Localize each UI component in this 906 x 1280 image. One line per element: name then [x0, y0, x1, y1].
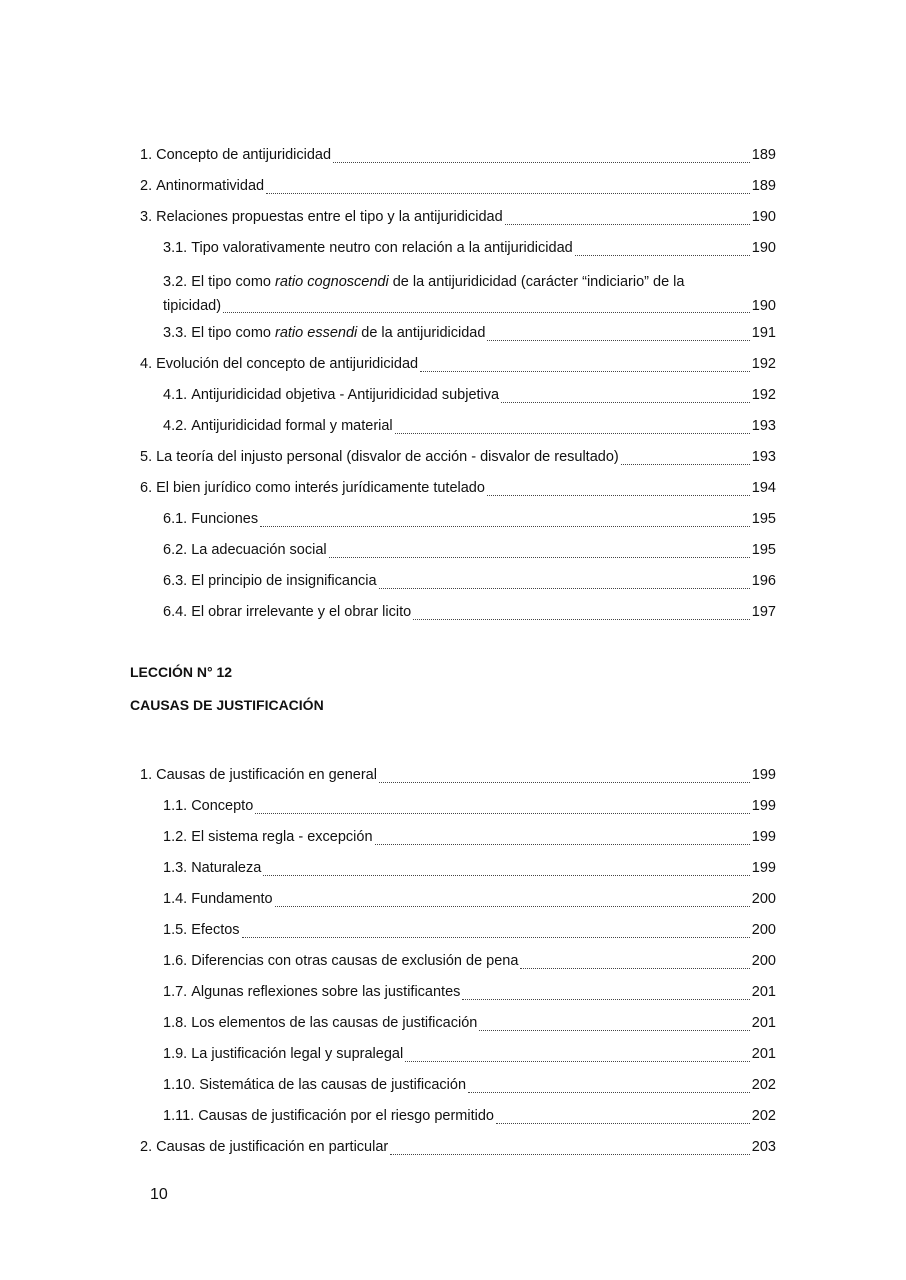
dot-leader — [487, 494, 750, 496]
toc-entry-line — [163, 294, 776, 318]
dot-leader — [487, 339, 749, 341]
toc-entry-number: 1.4. — [163, 891, 188, 907]
dot-leader — [501, 401, 750, 403]
toc-entry-title: Antinormatividad — [156, 178, 265, 194]
toc-subentry[interactable] — [163, 946, 776, 977]
toc-subentry[interactable] — [163, 1070, 776, 1101]
toc-subentry[interactable] — [163, 884, 776, 915]
toc-entry-page: 190 — [751, 240, 776, 256]
toc-entry-page: 199 — [751, 767, 776, 783]
dot-leader — [379, 587, 750, 589]
toc-entry-title: Los elementos de las causas de justificación — [191, 1015, 478, 1031]
toc-entry-line — [163, 264, 776, 294]
toc-entry-page: 189 — [751, 147, 776, 163]
toc-entry[interactable] — [140, 442, 776, 473]
toc-entry-page: 192 — [751, 387, 776, 403]
toc-entry-page: 193 — [751, 418, 776, 434]
toc-entry[interactable] — [140, 171, 776, 202]
toc-subentry[interactable] — [163, 1039, 776, 1070]
toc-entry-number: 1.9. — [163, 1046, 188, 1062]
toc-entry-number: 6.2. — [163, 542, 188, 558]
dot-leader — [479, 1029, 749, 1031]
toc-subentry[interactable] — [163, 504, 776, 535]
toc-entry[interactable] — [140, 473, 776, 504]
toc-entry-title-end: de la antijuridicidad — [357, 325, 486, 341]
toc-entry-title: Causas de justificación en particular — [156, 1139, 389, 1155]
toc-subentry[interactable] — [163, 915, 776, 946]
toc-entry-number: 2. — [140, 1139, 153, 1155]
toc-entry-title: El principio de insignificancia — [191, 573, 377, 589]
dot-leader — [496, 1122, 750, 1124]
toc-subentry[interactable] — [163, 411, 776, 442]
dot-leader — [420, 370, 750, 372]
toc-entry-title: Antijuridicidad objetiva - Antijuridicidad subjetiva — [191, 387, 500, 403]
toc-subentry[interactable] — [163, 791, 776, 822]
toc-entry-page: 199 — [751, 829, 776, 845]
toc-entry-number: 1.1. — [163, 798, 188, 814]
toc-subentry[interactable] — [163, 822, 776, 853]
toc-entry-number: 6.4. — [163, 604, 188, 620]
toc-entry-title: El bien jurídico como interés jurídicamente tutelado — [156, 480, 485, 496]
toc-entry-number: 3. — [140, 209, 153, 225]
toc-entry-page: 195 — [751, 511, 776, 527]
toc-entry-title — [191, 318, 485, 349]
dot-leader — [390, 1153, 750, 1155]
toc-entry-title: Funciones — [191, 511, 259, 527]
toc-entry-page: 200 — [751, 891, 776, 907]
toc-entry[interactable] — [140, 140, 776, 171]
dot-leader — [520, 967, 749, 969]
toc-entry-number: 1.2. — [163, 829, 188, 845]
toc-entry-page: 200 — [751, 922, 776, 938]
toc-entry-page: 193 — [751, 449, 776, 465]
dot-leader — [255, 812, 750, 814]
toc-subentry[interactable] — [163, 264, 776, 318]
toc-entry-number: 3.1. — [163, 240, 188, 256]
toc-entry-page: 191 — [751, 325, 776, 341]
toc-entry-number: 6.1. — [163, 511, 188, 527]
dot-leader — [375, 843, 750, 845]
toc-subentry[interactable] — [163, 233, 776, 264]
toc-entry-title: Concepto — [191, 798, 254, 814]
dot-leader — [621, 463, 750, 465]
toc-entry-page: 195 — [751, 542, 776, 558]
dot-leader — [505, 223, 750, 225]
toc-entry-title: El obrar irrelevante y el obrar licito — [191, 604, 412, 620]
toc-entry-title: Antijuridicidad formal y material — [191, 418, 393, 434]
toc-entry-title: Fundamento — [191, 891, 273, 907]
toc-entry-number: 1.7. — [163, 984, 188, 1000]
toc-entry-page: 201 — [751, 984, 776, 1000]
dot-leader — [223, 311, 750, 313]
toc-entry-number: 2. — [140, 178, 153, 194]
lesson-number-heading: LECCIÓN N° 12 — [130, 664, 233, 680]
toc-subentry[interactable] — [163, 853, 776, 884]
dot-leader — [462, 998, 749, 1000]
toc-entry-number: 5. — [140, 449, 153, 465]
toc-subentry[interactable] — [163, 977, 776, 1008]
dot-leader — [275, 905, 750, 907]
toc-entry-title-end: de la antijuridicidad (carácter “indiciario” de la — [388, 274, 685, 290]
toc-entry-number: 6. — [140, 480, 153, 496]
toc-entry-page: 190 — [751, 298, 776, 314]
toc-entry[interactable] — [140, 349, 776, 380]
toc-entry-number: 4.1. — [163, 387, 188, 403]
toc-entry-page: 202 — [751, 1108, 776, 1124]
toc-entry-page: 196 — [751, 573, 776, 589]
dot-leader — [263, 874, 749, 876]
toc-entry-title: Relaciones propuestas entre el tipo y la antijuridicidad — [156, 209, 503, 225]
dot-leader — [242, 936, 750, 938]
toc-entry-page: 192 — [751, 356, 776, 372]
lesson-title-heading: CAUSAS DE JUSTIFICACIÓN — [130, 697, 324, 713]
dot-leader — [266, 192, 750, 194]
toc-entry-number: 6.3. — [163, 573, 188, 589]
toc-entry-title-italic: ratio essendi — [275, 325, 358, 341]
toc-entry-title-start: El tipo como — [191, 325, 276, 341]
dot-leader — [395, 432, 750, 434]
toc-entry-page: 201 — [751, 1015, 776, 1031]
toc-entry-number: 1.6. — [163, 953, 188, 969]
toc-entry-title: Causas de justificación por el riesgo permitido — [198, 1108, 494, 1124]
toc-entry-number: 1.3. — [163, 860, 188, 876]
toc-entry-number: 1. — [140, 767, 153, 783]
toc-entry-page: 197 — [751, 604, 776, 620]
dot-leader — [413, 618, 750, 620]
dot-leader — [405, 1060, 750, 1062]
toc-subentry[interactable] — [163, 1008, 776, 1039]
dot-leader — [575, 254, 750, 256]
toc-entry[interactable] — [140, 760, 776, 791]
toc-subentry[interactable] — [163, 318, 776, 349]
toc-entry-title: El sistema regla - excepción — [191, 829, 373, 845]
toc-entry-page: 199 — [751, 798, 776, 814]
toc-entry-title: Concepto de antijuridicidad — [156, 147, 332, 163]
toc-entry-page: 194 — [751, 480, 776, 496]
toc-entry-title: La adecuación social — [191, 542, 327, 558]
toc-entry-page: 190 — [751, 209, 776, 225]
dot-leader — [260, 525, 750, 527]
toc-entry-number: 1.10. — [163, 1077, 196, 1093]
toc-subentry[interactable] — [163, 380, 776, 411]
toc-entry-title: Causas de justificación en general — [156, 767, 377, 783]
toc-entry-title: Sistemática de las causas de justificación — [199, 1077, 467, 1093]
toc-entry-title: Tipo valorativamente neutro con relación a la antijuridicidad — [191, 240, 573, 256]
toc-entry-page: 202 — [751, 1077, 776, 1093]
toc-entry-title: Naturaleza — [191, 860, 262, 876]
toc-entry-number: 3.2. — [163, 274, 188, 290]
toc-entry-number: 1. — [140, 147, 153, 163]
toc-subentry[interactable] — [163, 535, 776, 566]
toc-entry-title-continued: tipicidad) — [163, 298, 222, 314]
toc-entry-page: 201 — [751, 1046, 776, 1062]
toc-entry-title: Evolución del concepto de antijuridicidad — [156, 356, 419, 372]
toc-entry-number: 1.5. — [163, 922, 188, 938]
toc-entry-title-start: El tipo como — [191, 274, 276, 290]
toc-subentry[interactable] — [163, 1101, 776, 1132]
dot-leader — [333, 161, 750, 163]
dot-leader — [329, 556, 750, 558]
toc-entry-number: 1.11. — [163, 1108, 195, 1124]
page-number: 10 — [150, 1186, 168, 1203]
dot-leader — [379, 781, 750, 783]
table-of-contents-top — [140, 140, 776, 628]
toc-entry[interactable] — [140, 1132, 776, 1163]
toc-entry-page: 203 — [751, 1139, 776, 1155]
toc-entry-title: Diferencias con otras causas de exclusión de pena — [191, 953, 519, 969]
toc-entry-title: La justificación legal y supralegal — [191, 1046, 404, 1062]
toc-entry-page: 199 — [751, 860, 776, 876]
toc-subentry[interactable] — [163, 566, 776, 597]
toc-entry-page: 200 — [751, 953, 776, 969]
toc-entry-title: Algunas reflexiones sobre las justificantes — [191, 984, 461, 1000]
toc-entry-title: Efectos — [191, 922, 240, 938]
toc-entry-number: 3.3. — [163, 325, 188, 341]
toc-entry-number: 1.8. — [163, 1015, 188, 1031]
dot-leader — [468, 1091, 750, 1093]
toc-subentry[interactable] — [163, 597, 776, 628]
toc-entry[interactable] — [140, 202, 776, 233]
toc-entry-page: 189 — [751, 178, 776, 194]
toc-entry-title: La teoría del injusto personal (disvalor de acción - disvalor de resultado) — [156, 449, 619, 465]
toc-entry-number: 4.2. — [163, 418, 188, 434]
table-of-contents-bottom — [140, 760, 776, 1163]
toc-entry-title-italic: ratio cognoscendi — [275, 274, 389, 290]
toc-entry-number: 4. — [140, 356, 153, 372]
